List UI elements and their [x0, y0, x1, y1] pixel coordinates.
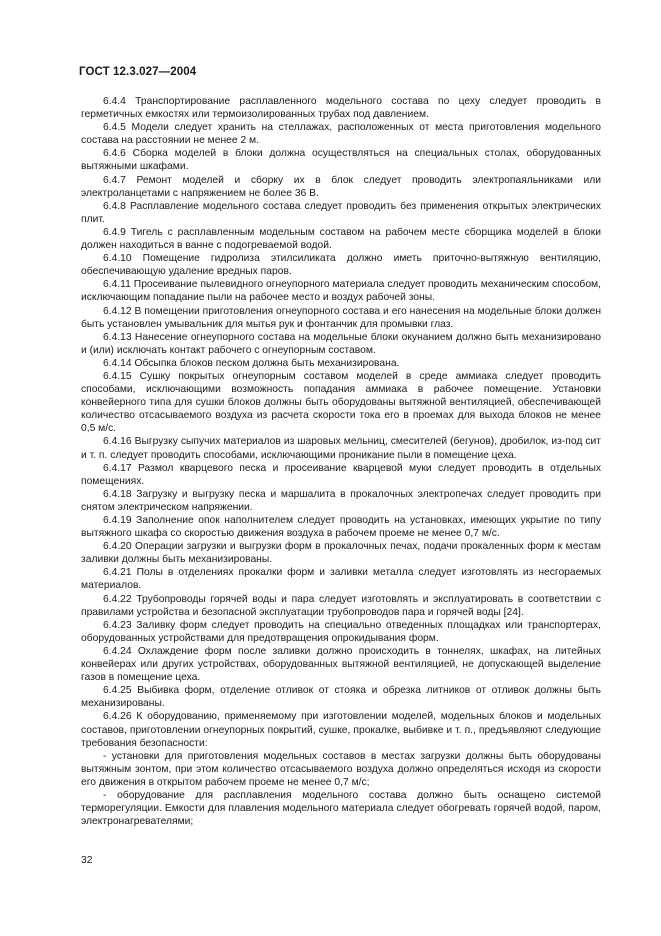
paragraph-6-4-18: 6.4.18 Загрузку и выгрузку песка и маршалита в прокалочных электропечах следует проводить при снятом электрическом напряжении. [81, 488, 601, 513]
paragraph-6-4-23: 6.4.23 Заливку форм следует проводить на специально отведенных площадках или транспортерах, оборудованных устройствами для предотвращения опрокидывания форм. [81, 619, 601, 644]
paragraph-6-4-26: 6.4.26 К оборудованию, применяемому при изготовлении моделей, модельных блоков и модельных составов, приготовлении огнеупорных покрытий, сушке, прокалке, выбивке и т. п., предъявляют следующие требования безопасности: [81, 711, 601, 749]
list-item-melting-equipment: - оборудование для расплавления модельного состава должно быть оснащено системой терморегуляции. Емкости для плавления модельного материала следует обогревать горячей водой, паром, электронагревателями; [81, 789, 601, 828]
paragraph-6-4-4: 6.4.4 Транспортирование расплавленного модельного состава по цеху следует проводить в герметичных емкостях или термоизолированных трубах под давлением. [81, 96, 601, 121]
paragraph-6-4-8: 6.4.8 Расплавление модельного состава следует проводить без применения открытых электрических плит. [81, 200, 601, 225]
paragraph-6-4-22: 6.4.22 Трубопроводы горячей воды и пара следует изготовлять и эксплуатировать в соответствии с правилами устройства и безопасной эксплуатации трубопроводов пара и горячей воды [24]. [81, 593, 601, 618]
paragraph-6-4-16: 6.4.16 Выгрузку сыпучих материалов из шаровых мельниц, смесителей (бегунов), дробилок, из-под сит и т. п. следует проводить способами, исключающими проникание пыли в помещение цеха. [81, 436, 601, 461]
document-header: ГОСТ 12.3.027—2004 [79, 66, 197, 78]
paragraph-6-4-15: 6.4.15 Сушку покрытых огнеупорным составом моделей в среде аммиака следует проводить способами, исключающими возможность попадания аммиака в рабочее помещение. Установки конвейерного типа для сушки блоков должны быть оборудованы вытяжной вентиляцией, обеспечивающей количество отсасываемого воздуха из расчета скорости тока его в проемах для выхода блоков не менее 0,5 м/с. [81, 370, 601, 435]
paragraph-6-4-20: 6.4.20 Операции загрузки и выгрузки форм в прокалочных печах, подачи прокаленных форм к местам заливки должны быть механизированы. [81, 541, 601, 566]
paragraph-6-4-10: 6.4.10 Помещение гидролиза этилсиликата должно иметь приточно-вытяжную вентиляцию, обеспечивающую удаление вредных паров. [81, 253, 601, 278]
paragraph-6-4-19: 6.4.19 Заполнение опок наполнителем следует проводить на установках, имеющих укрытие по типу вытяжного шкафа со скоростью движения воздуха в рабочем проеме не менее 0,7 м/с. [81, 515, 601, 540]
paragraph-6-4-13: 6.4.13 Нанесение огнеупорного состава на модельные блоки окунанием должно быть механизировано и (или) исключать контакт рабочего с огнеупорным составом. [81, 331, 601, 356]
document-body [81, 95, 601, 828]
paragraph-6-4-11: 6.4.11 Просеивание пылевидного огнеупорного материала следует проводить механическим способом, исключающим попадание пыли на рабочее место и воздух рабочей зоны. [81, 279, 601, 304]
page-number: 32 [81, 855, 93, 866]
list-item-model-composition-units: - установки для приготовления модельных составов в местах загрузки должны быть оборудованы вытяжным зонтом, при этом количество отсасываемого воздуха должно определяться исходя из скорости его движения в открытом рабочем проеме не менее 0,7 м/с; [81, 750, 601, 788]
paragraph-6-4-17: 6.4.17 Размол кварцевого песка и просеивание кварцевой муки следует проводить в отдельных помещениях. [81, 462, 601, 487]
paragraph-6-4-14: 6.4.14 Обсыпка блоков песком должна быть механизирована. [103, 357, 400, 369]
paragraph-6-4-5: 6.4.5 Модели следует хранить на стеллажах, расположенных от места приготовления модельного состава на расстоянии не менее 2 м. [81, 122, 601, 147]
paragraph-6-4-21: 6.4.21 Полы в отделениях прокалки форм и заливки металла следует изготовлять из несгораемых материалов. [81, 567, 601, 592]
paragraph-6-4-12: 6.4.12 В помещении приготовления огнеупорного состава и его нанесения на модельные блоки должен быть установлен умывальник для мытья рук и фонтанчик для промывки глаз. [81, 305, 601, 330]
paragraph-6-4-9: 6.4.9 Тигель с расплавленным модельным составом на рабочем месте сборщика моделей в блоки должен находиться в ванне с подогреваемой водой. [81, 226, 601, 252]
paragraph-6-4-6: 6.4.6 Сборка моделей в блоки должна осуществляться на специальных столах, оборудованных вытяжными шкафами. [81, 148, 601, 173]
paragraph-6-4-24: 6.4.24 Охлаждение форм после заливки должно происходить в тоннелях, шкафах, на литейных конвейерах или других устройствах, оборудованных вытяжной вентиляцией, не допускающей выделение газов в помещение цеха. [81, 645, 601, 684]
paragraph-6-4-25: 6.4.25 Выбивка форм, отделение отливок от стояка и обрезка литников от отливок должны быть механизированы. [81, 685, 601, 710]
paragraph-6-4-7: 6.4.7 Ремонт моделей и сборку их в блок следует проводить электропаяльниками или электроланцетами с напряжением не более 36 В. [81, 174, 601, 199]
